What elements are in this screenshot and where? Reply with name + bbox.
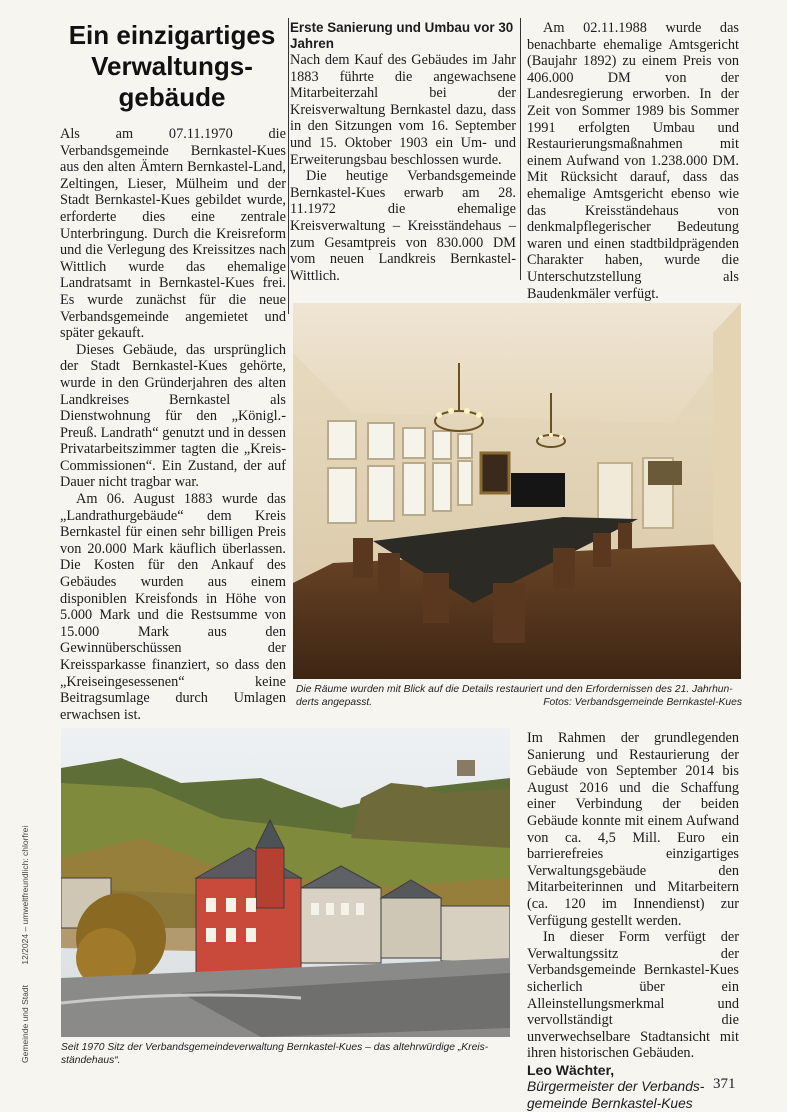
paragraph: Am 06. August 1883 wurde das „Landrathurgebäude“ dem Kreis Bernkastel für einen sehr billigen Preis von 20.000 Mark käuflich überlassen. Die Kosten für den Ankauf des Gebäudes wurden aus einem disponiblen Kreisfonds in Höhe von 5.000 Mark und die Restsumme von 15.000 Mark aus den Gewinnüberschüssen der Kreissparkasse finanziert, so dass den „Kreiseingesessenen“ keine Beitragsumlage durch Umlagen erwachsen ist. — [60, 491, 286, 723]
paragraph: Am 02.11.1988 wurde das benachbarte ehemalige Amtsgericht (Baujahr 1892) zu einem Preis von 406.000 DM von der Landesregierung erworben. In der Zeit von Sommer 1989 bis Sommer 1991 erfolgten Umbau und Restaurierungsmaßnahmen mit einem Aufwand von 1.238.000 DM. Mit Rücksicht darauf, dass das ehemalige Amtsgericht ebenso wie das Kreisständehaus von denkmalpflegerischer Bedeutung waren und einen stadtbildprägenden Charakter haben, wurde die Unterschutzstellung als Baudenkmäler verfügt. — [527, 20, 739, 302]
section-heading: Erste Sanierung und Umbau vor 30 Jahren — [290, 20, 514, 51]
caption-line: ständehaus“. — [61, 1054, 121, 1066]
caption-line: Seit 1970 Sitz der Verbandsgemeindeverwaltung Bernkastel-Kues – das altehrwürdige „Kreis- — [61, 1042, 489, 1053]
caption-meeting-room — [296, 684, 742, 710]
author-role: gemeinde Bernkastel-Kues — [527, 1096, 693, 1112]
author-role: Bürgermeister der Verbands- — [527, 1079, 705, 1095]
column-3 — [527, 20, 739, 302]
title-line-2: Verwaltungs- — [91, 51, 253, 81]
page-number: 371 — [713, 1076, 736, 1092]
meeting-room-illustration — [293, 303, 741, 679]
column-4 — [527, 730, 739, 1112]
caption-line: Die Räume wurden mit Blick auf die Details restauriert und den Erfordernissen des 21. Jahrhun- — [296, 684, 733, 695]
caption-line: derts angepasst. — [296, 696, 373, 708]
publication-name: Gemeinde und Stadt — [20, 985, 30, 1063]
town-illustration — [61, 728, 510, 1037]
paragraph: Als am 07.11.1970 die Verbandsgemeinde Bernkastel-Kues aus den alten Ämtern Bernkastel-Land, Zeltingen, Lieser, Mülheim und der Stadt Bernkastel-Kues gebildet wurde, erforderte dies eine zentrale Unterbringung. Durch die Kreisreform und die Verlegung des Kreissitzes nach Wittlich wurde das ehemalige Landratsamt in Bernkastel-Kues frei. Es wurde zunächst für die neue Verbandsgemeinde angemietet und später gekauft. — [60, 126, 286, 342]
paragraph: Nach dem Kauf des Gebäudes im Jahr 1883 führte die angewachsene Mitarbeiterzahl bei der Kreisverwaltung Bernkastel dazu, dass in den Sitzungen vom 16. September und 15. Oktober 1903 ein Um- und Erweiterungsbau beschlossen wurde. — [290, 52, 516, 168]
article-title — [58, 20, 286, 113]
paragraph: Dieses Gebäude, das ursprünglich der Stadt Bernkastel-Kues gehörte, wurde in den Gründerjahren des alten Landkreises Bernkastel als Dienstwohnung für den „Königl.-Preuß. Landrath“ genutzt und in dessen Privatarbeitszimmer tagten die „Kreis-Commissionen“. Ein Zustand, der auf Dauer nicht tragbar war. — [60, 341, 286, 491]
column-1 — [60, 126, 286, 723]
photo-credit: Fotos: Verbandsgemeinde Bernkastel-Kues — [543, 696, 742, 708]
caption-town-view — [61, 1042, 513, 1067]
photo-meeting-room — [293, 303, 741, 679]
author-name: Leo Wächter, — [527, 1061, 615, 1078]
column-rule — [520, 18, 521, 280]
title-line-3: gebäude — [118, 82, 226, 112]
column-2 — [290, 20, 516, 284]
column-rule — [288, 18, 289, 314]
paragraph: Die heutige Verbandsgemeinde Bernkastel-Kues erwarb am 28. 11.1972 die ehemalige Kreisverwaltung – Kreisständehaus – zum Gesamtpreis von 830.000 DM vom neuen Landkreis Bernkastel-Wittlich. — [290, 168, 516, 284]
paragraph: Im Rahmen der grundlegenden Sanierung und Restaurierung der Gebäude von September 2014 bis August 2016 und die Schaffung einer Verbindung der beiden Gebäude konnte mit einem Aufwand von ca. 4,5 Mill. Euro ein barrierefreies einzigartiges Verwaltungsgebäude den Mitarbeiterinnen und Mitarbeitern (ca. 120 im Innendienst) zur Verfügung gestellt werden. — [527, 730, 739, 929]
caption-line-wrap — [296, 697, 742, 710]
paragraph: In dieser Form verfügt der Verwaltungssitz der Verbandsgemeinde Bernkastel-Kues sicherlich über ein Alleinstellungsmerkmal und vervollständigt die unverwechselbare Stadtansicht mit ihren historischen Gebäuden. — [527, 929, 739, 1062]
photo-town-view — [61, 728, 510, 1037]
issue-info: 12/2024 – umweltfreundlich: chlorfrei — [20, 825, 30, 965]
title-line-1: Ein einzigartiges — [68, 20, 276, 50]
sidebar-imprint — [20, 803, 30, 1063]
